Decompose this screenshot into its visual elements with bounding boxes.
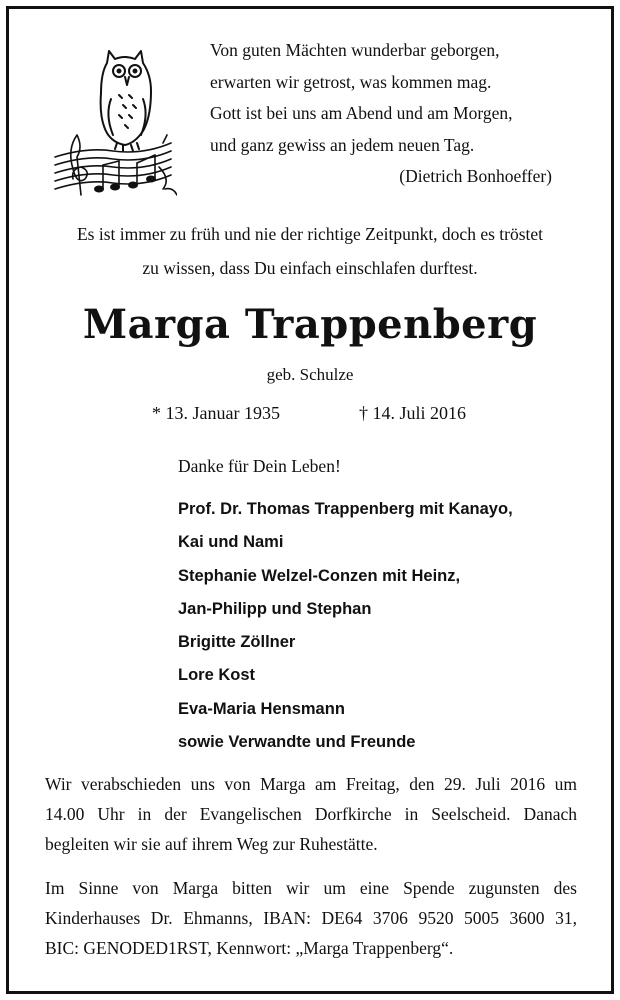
- donation-line: Im Sinne von Marga bitten wir um eine Spende zugunsten des: [45, 878, 577, 898]
- mourner-line: Brigitte Zöllner: [178, 633, 296, 652]
- mourner-line: Stephanie Welzel-Conzen mit Heinz,: [178, 566, 461, 585]
- mourner-line: Kai und Nami: [178, 533, 284, 552]
- mourner-line: Prof. Dr. Thomas Trappenberg mit Kanayo,: [178, 500, 513, 518]
- funeral-line: begleiten wir sie auf ihrem Weg zur Ruhestätte.: [45, 834, 378, 854]
- thanks-line: Danke für Dein Leben!: [178, 456, 341, 476]
- funeral-announcement: [45, 769, 577, 859]
- funeral-line: 14.00 Uhr in der Evangelischen Dorfkirche in Seelscheid. Danach: [45, 804, 577, 824]
- donation-request: [45, 873, 577, 963]
- funeral-line: Wir verabschieden uns von Marga am Freitag, den 29. Juli 2016 um: [45, 774, 577, 794]
- birth-name: geb. Schulze: [266, 365, 354, 384]
- mourner-line: Jan-Philipp und Stephan: [178, 599, 372, 618]
- poem-author: (Dietrich Bonhoeffer): [399, 166, 552, 186]
- deceased-name: Marga Trappenberg: [82, 301, 538, 348]
- donation-line: Kinderhauses Dr. Ehmanns, IBAN: DE64 3706 9520 5005 3600 31,: [45, 908, 577, 928]
- mourners-list: [178, 493, 513, 759]
- obituary-card: [6, 6, 614, 994]
- donation-line: BIC: GENODED1RST, Kennwort: „Marga Trappenberg“.: [45, 938, 454, 958]
- owl-on-sheet-music-illustration: [47, 39, 177, 204]
- death-date: † 14. Juli 2016: [359, 403, 467, 423]
- poem: [210, 35, 570, 193]
- quote-line: zu wissen, dass Du einfach einschlafen durftest.: [142, 258, 478, 278]
- consolation-quote: [9, 217, 611, 285]
- poem-line: erwarten wir getrost, was kommen mag.: [210, 71, 492, 92]
- birth-date: * 13. Januar 1935: [152, 403, 280, 423]
- mourner-line: sowie Verwandte und Freunde: [178, 733, 416, 752]
- poem-line: Gott ist bei uns am Abend und am Morgen,: [210, 103, 513, 123]
- poem-line: und ganz gewiss an jedem neuen Tag.: [210, 134, 475, 155]
- mourner-line: Lore Kost: [178, 666, 256, 685]
- poem-line: Von guten Mächten wunderbar geborgen,: [210, 40, 500, 60]
- quote-line: Es ist immer zu früh und nie der richtige Zeitpunkt, doch es tröstet: [76, 224, 544, 244]
- mourner-line: Eva-Maria Hensmann: [178, 699, 345, 718]
